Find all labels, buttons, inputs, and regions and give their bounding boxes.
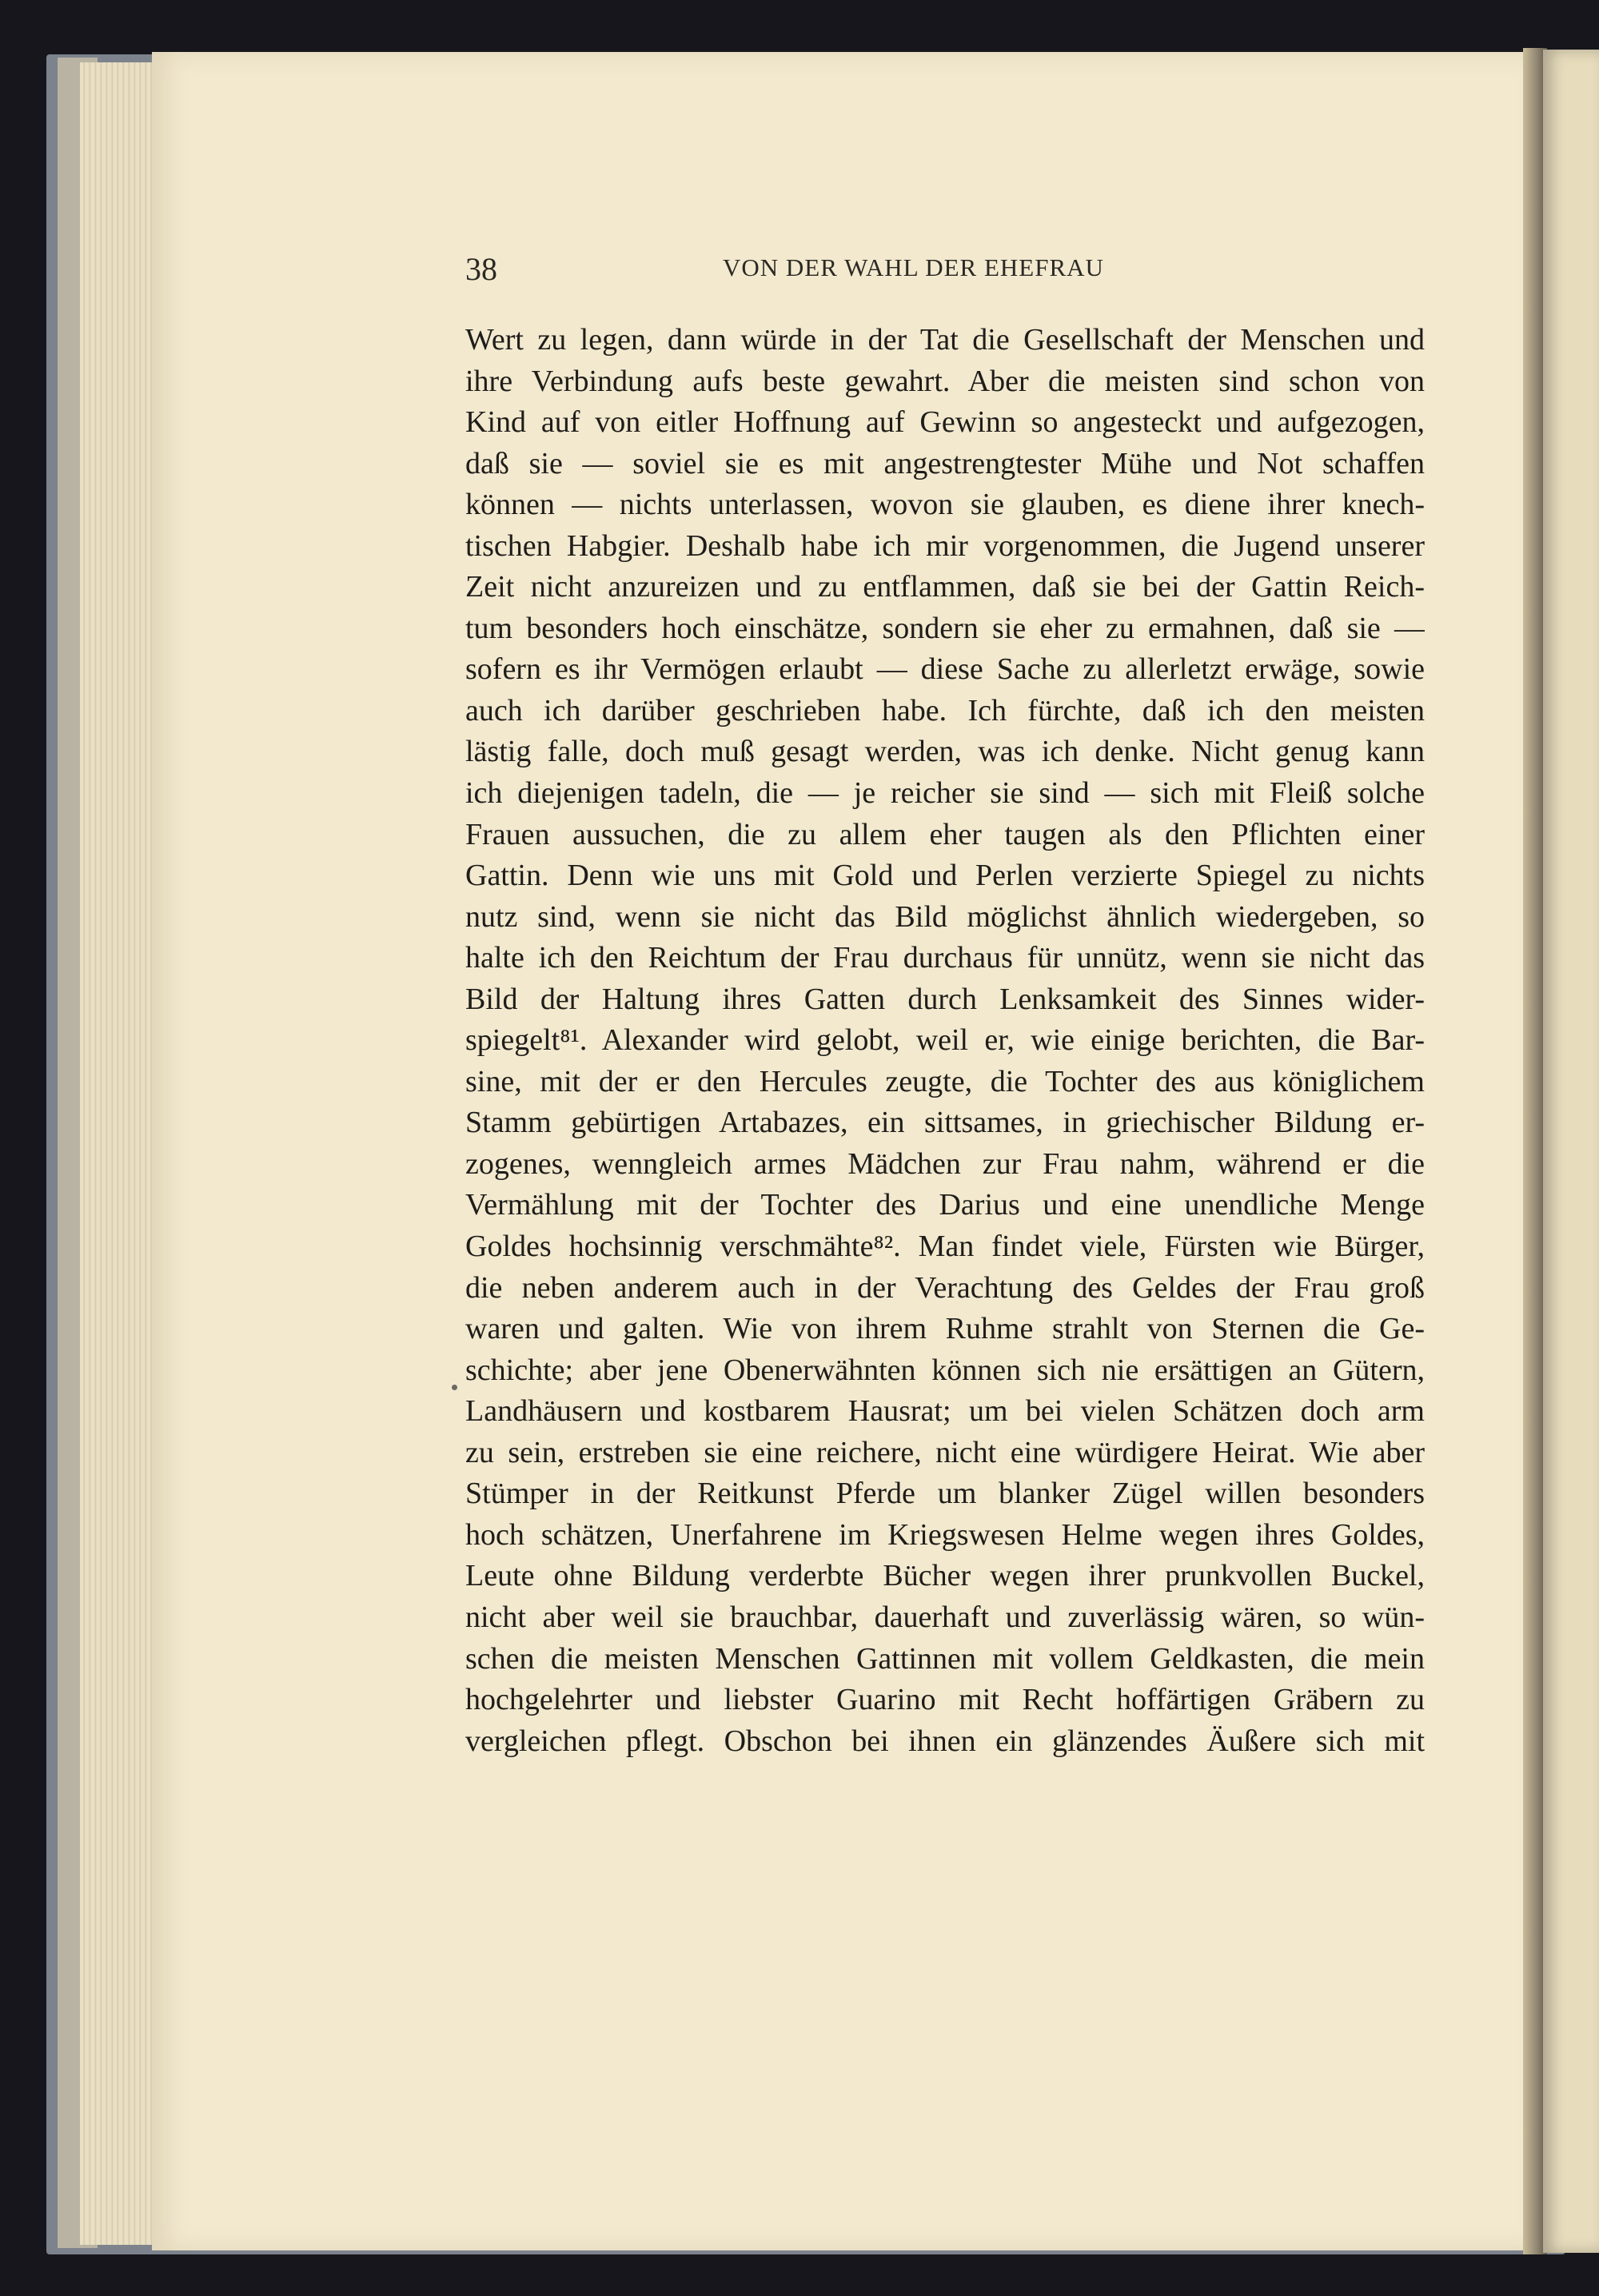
text-line: Frauen aussuchen, die zu allem eher taugen als den Pflichten einer xyxy=(465,817,1425,851)
text-line: Goldes hochsinnig verschmähte⁸². Man findet viele, Fürsten wie Bürger, xyxy=(465,1230,1425,1264)
margin-dot xyxy=(452,1385,457,1390)
page-number: 38 xyxy=(465,251,497,287)
text-line: ihre Verbindung aufs beste gewahrt. Aber die meisten sind schon von xyxy=(465,364,1425,398)
text-line: hoch schätzen, Unerfahrene im Kriegswesen Helme wegen ihres Goldes, xyxy=(465,1517,1425,1552)
text-line: Landhäusern und kostbarem Hausrat; um bei vielen Schätzen doch arm xyxy=(465,1394,1425,1429)
text-line: schichte; aber jene Obenerwähnten können sich nie ersättigen an Gütern, xyxy=(465,1353,1425,1387)
text-line: tum besonders hoch einschätze, sondern sie eher zu ermahnen, daß sie — xyxy=(465,611,1425,645)
text-line: die neben anderem auch in der Verachtung des Geldes der Frau groß xyxy=(465,1270,1425,1305)
text-line: Bild der Haltung ihres Gatten durch Lenksamkeit des Sinnes wider- xyxy=(465,982,1425,1016)
text-line: zu sein, erstreben sie eine reichere, nicht eine würdigere Heirat. Wie aber xyxy=(465,1435,1425,1469)
text-line: ich diejenigen tadeln, die — je reicher sie sind — sich mit Fleiß solche xyxy=(465,776,1425,811)
facing-page-edge xyxy=(1543,50,1599,2253)
running-head xyxy=(465,250,1425,290)
text-line: Stamm gebürtigen Artabazes, ein sittsames, in griechischer Bildung er- xyxy=(465,1106,1425,1140)
text-line: Leute ohne Bildung verderbte Bücher wegen ihrer prunkvollen Buckel, xyxy=(465,1559,1425,1593)
running-head-title: VON DER WAHL DER EHEFRAU xyxy=(723,253,1104,281)
text-line: hochgelehrter und liebster Guarino mit Recht hoffärtigen Gräbern zu xyxy=(465,1683,1425,1717)
text-line: auch ich darüber geschrieben habe. Ich fürchte, daß ich den meisten xyxy=(465,693,1425,727)
text-line: Gattin. Denn wie uns mit Gold und Perlen verzierte Spiegel zu nichts xyxy=(465,859,1425,893)
text-line: Stümper in der Reitkunst Pferde um blanker Zügel willen besonders xyxy=(465,1477,1425,1511)
text-line: sofern es ihr Vermögen erlaubt — diese Sache zu allerletzt erwäge, sowie xyxy=(465,652,1425,687)
text-line: spiegelt⁸¹. Alexander wird gelobt, weil er, wie einige berichten, die Bar- xyxy=(465,1023,1425,1058)
text-line: zogenes, wenngleich armes Mädchen zur Frau nahm, während er die xyxy=(465,1146,1425,1181)
page-stack-edge xyxy=(80,62,160,2245)
text-line: lästig falle, doch muß gesagt werden, was ich denke. Nicht genug kann xyxy=(465,735,1425,769)
text-line: tischen Habgier. Deshalb habe ich mir vorgenommen, die Jugend unserer xyxy=(465,528,1425,563)
text-line: Zeit nicht anzureizen und zu entflammen, daß sie bei der Gattin Reich- xyxy=(465,570,1425,604)
text-line: schen die meisten Menschen Gattinnen mit vollem Geldkasten, die mein xyxy=(465,1641,1425,1676)
text-line: können — nichts unterlassen, wovon sie glauben, es diene ihrer knech- xyxy=(465,488,1425,522)
text-line: waren und galten. Wie von ihrem Ruhme strahlt von Sternen die Ge- xyxy=(465,1312,1425,1346)
text-line: Vermählung mit der Tochter des Darius und eine unendliche Menge xyxy=(465,1188,1425,1222)
text-line: Wert zu legen, dann würde in der Tat die Gesellschaft der Menschen und xyxy=(465,323,1425,357)
text-line: nutz sind, wenn sie nicht das Bild möglichst ähnlich wiedergeben, so xyxy=(465,899,1425,934)
text-line: daß sie — soviel sie es mit angestrengtester Mühe und Not schaffen xyxy=(465,446,1425,480)
text-line: Kind auf von eitler Hoffnung auf Gewinn so angesteckt und aufgezogen, xyxy=(465,405,1425,440)
text-line-last: vergleichen pflegt. Obschon bei ihnen ein glänzendes Äußere sich mit xyxy=(465,1724,1425,1758)
text-line: sine, mit der er den Hercules zeugte, die Tochter des aus königlichem xyxy=(465,1064,1425,1098)
text-line: nicht aber weil sie brauchbar, dauerhaft und zuverlässig wären, so wün- xyxy=(465,1600,1425,1634)
text-line: halte ich den Reichtum der Frau durchaus für unnütz, wenn sie nicht das xyxy=(465,941,1425,975)
body-text xyxy=(465,320,1425,1762)
